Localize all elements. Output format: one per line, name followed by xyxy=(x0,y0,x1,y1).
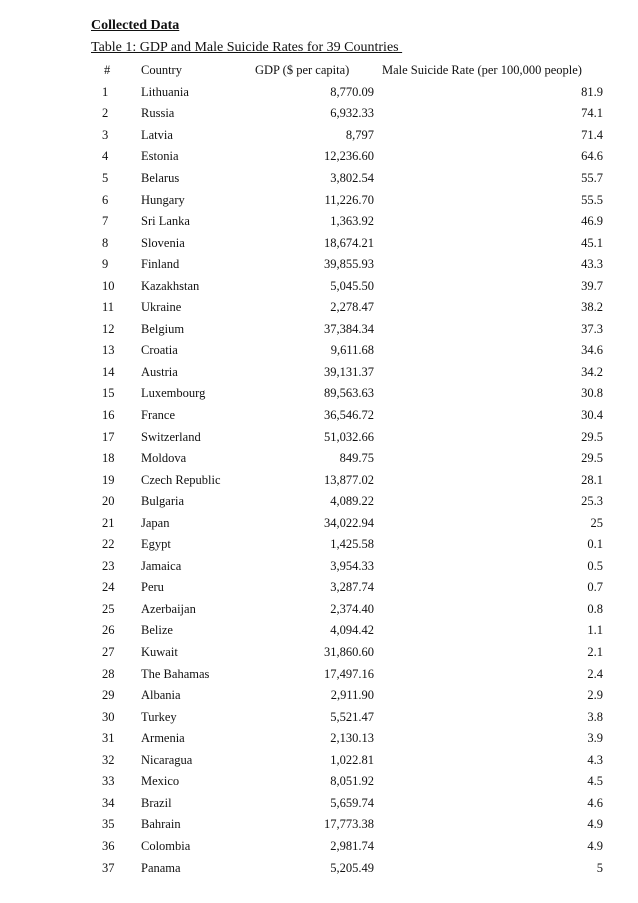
cell-rate: 3.8 xyxy=(587,709,603,724)
cell-country: Slovenia xyxy=(141,235,185,250)
table-row xyxy=(91,405,603,427)
cell-gdp: 37,384.34 xyxy=(324,321,374,336)
cell-gdp: 5,205.49 xyxy=(330,860,374,875)
cell-rate: 45.1 xyxy=(581,235,603,250)
cell-gdp: 3,954.33 xyxy=(330,558,374,573)
table-row xyxy=(91,599,603,621)
cell-gdp: 36,546.72 xyxy=(324,408,374,423)
table-row xyxy=(91,793,603,815)
cell-gdp: 6,932.33 xyxy=(330,106,374,121)
cell-country: Jamaica xyxy=(141,558,182,573)
cell-rate: 64.6 xyxy=(581,149,603,164)
cell-num: 25 xyxy=(102,601,115,616)
cell-country: France xyxy=(141,408,176,423)
cell-gdp: 4,089.22 xyxy=(330,494,374,509)
cell-country: Sri Lanka xyxy=(141,214,190,229)
cell-num: 32 xyxy=(102,752,115,767)
cell-gdp: 89,563.63 xyxy=(324,386,374,401)
cell-rate: 1.1 xyxy=(587,623,603,638)
cell-gdp: 9,611.68 xyxy=(330,343,374,358)
table-header xyxy=(91,60,603,82)
cell-gdp: 5,521.47 xyxy=(330,709,374,724)
cell-rate: 2.1 xyxy=(587,645,603,660)
table-row xyxy=(91,556,603,578)
cell-num: 9 xyxy=(102,257,109,272)
cell-num: 15 xyxy=(102,386,115,401)
cell-gdp: 12,236.60 xyxy=(324,149,374,164)
cell-country: Egypt xyxy=(141,537,171,552)
cell-country: Finland xyxy=(141,257,180,272)
table-body xyxy=(91,82,603,879)
cell-gdp: 5,045.50 xyxy=(330,278,374,293)
cell-country: Estonia xyxy=(141,149,179,164)
cell-rate: 4.5 xyxy=(587,774,603,789)
cell-country: Japan xyxy=(141,515,170,530)
cell-country: Peru xyxy=(141,580,164,595)
cell-rate: 4.3 xyxy=(587,752,603,767)
cell-gdp: 31,860.60 xyxy=(324,645,374,660)
cell-num: 19 xyxy=(102,472,115,487)
cell-rate: 30.8 xyxy=(581,386,603,401)
cell-rate: 0.5 xyxy=(587,558,603,573)
table-row xyxy=(91,319,603,341)
cell-num: 23 xyxy=(102,558,115,573)
cell-country: Belgium xyxy=(141,321,185,336)
header-gdp: GDP ($ per capita) xyxy=(255,63,350,78)
header-country: Country xyxy=(141,63,182,78)
cell-gdp: 34,022.94 xyxy=(324,515,374,530)
cell-country: Austria xyxy=(141,364,178,379)
table-row xyxy=(91,448,603,470)
cell-gdp: 8,770.09 xyxy=(330,84,374,99)
table-row xyxy=(91,275,603,297)
cell-rate: 43.3 xyxy=(581,257,603,272)
table-row xyxy=(91,362,603,384)
cell-gdp: 2,911.90 xyxy=(330,688,374,703)
cell-rate: 38.2 xyxy=(581,300,603,315)
cell-country: Kazakhstan xyxy=(141,278,200,293)
cell-rate: 3.9 xyxy=(587,731,603,746)
cell-num: 14 xyxy=(102,364,115,379)
cell-gdp: 39,855.93 xyxy=(324,257,374,272)
cell-num: 30 xyxy=(102,709,115,724)
cell-num: 5 xyxy=(102,171,109,185)
data-table xyxy=(91,60,603,879)
table-row xyxy=(91,534,603,556)
cell-rate: 2.4 xyxy=(587,666,603,681)
cell-num: 36 xyxy=(102,838,115,853)
table-row xyxy=(91,297,603,319)
cell-gdp: 1,425.58 xyxy=(330,537,374,552)
cell-country: Russia xyxy=(141,106,175,121)
cell-country: Bahrain xyxy=(141,817,181,832)
cell-country: The Bahamas xyxy=(141,666,210,681)
cell-gdp: 39,131.37 xyxy=(324,364,374,379)
cell-country: Kuwait xyxy=(141,645,178,660)
cell-num: 37 xyxy=(102,860,115,875)
cell-country: Azerbaijan xyxy=(141,601,196,616)
cell-country: Croatia xyxy=(141,343,178,358)
cell-rate: 37.3 xyxy=(581,321,603,336)
table-row xyxy=(91,663,603,685)
cell-country: Armenia xyxy=(141,731,185,746)
cell-gdp: 1,022.81 xyxy=(330,752,374,767)
cell-rate: 25 xyxy=(590,515,603,530)
table-row xyxy=(91,706,603,728)
cell-num: 7 xyxy=(102,214,109,229)
cell-country: Luxembourg xyxy=(141,386,206,401)
cell-num: 13 xyxy=(102,343,115,358)
table-row xyxy=(91,512,603,534)
cell-rate: 4.9 xyxy=(587,817,603,832)
cell-rate: 4.6 xyxy=(587,795,603,810)
cell-country: Moldova xyxy=(141,451,187,466)
header-rate: Male Suicide Rate (per 100,000 people) xyxy=(382,63,582,78)
cell-num: 35 xyxy=(102,817,115,832)
table-row xyxy=(91,146,603,168)
cell-rate: 5 xyxy=(596,860,603,875)
cell-num: 27 xyxy=(102,645,115,660)
cell-num: 6 xyxy=(102,192,109,207)
cell-gdp: 18,674.21 xyxy=(324,235,374,250)
section-heading: Collected Data xyxy=(91,18,180,33)
cell-num: 18 xyxy=(102,451,115,466)
cell-rate: 34.6 xyxy=(581,343,603,358)
table-row xyxy=(91,383,603,405)
cell-rate: 81.9 xyxy=(581,84,603,99)
cell-country: Nicaragua xyxy=(141,752,193,767)
cell-gdp: 2,130.13 xyxy=(330,731,374,746)
cell-num: 28 xyxy=(102,666,115,681)
table-row xyxy=(91,189,603,211)
header-row xyxy=(91,60,603,82)
cell-country: Czech Republic xyxy=(141,472,221,487)
cell-num: 31 xyxy=(102,731,115,746)
cell-gdp: 17,773.38 xyxy=(324,817,374,832)
cell-num: 34 xyxy=(102,795,115,810)
cell-country: Mexico xyxy=(141,774,180,789)
cell-rate: 55.5 xyxy=(581,192,603,207)
table-row xyxy=(91,771,603,793)
cell-num: 20 xyxy=(102,494,115,509)
cell-country: Hungary xyxy=(141,192,185,207)
cell-gdp: 51,032.66 xyxy=(324,429,374,444)
table-row xyxy=(91,211,603,233)
cell-num: 10 xyxy=(102,278,115,293)
cell-num: 11 xyxy=(102,300,115,315)
cell-gdp: 1,363.92 xyxy=(330,214,374,229)
table-row xyxy=(91,491,603,513)
cell-country: Lithuania xyxy=(141,84,189,99)
cell-country: Albania xyxy=(141,688,181,703)
cell-gdp: 3,802.54 xyxy=(330,171,374,185)
table-row xyxy=(91,168,603,190)
cell-gdp: 4,094.42 xyxy=(330,623,374,638)
cell-num: 22 xyxy=(102,537,115,552)
cell-country: Brazil xyxy=(141,795,172,810)
header-num: # xyxy=(104,63,111,78)
table-row xyxy=(91,82,603,104)
cell-country: Colombia xyxy=(141,838,191,853)
cell-rate: 0.1 xyxy=(587,537,603,552)
table-row xyxy=(91,426,603,448)
table-row xyxy=(91,728,603,750)
table-row xyxy=(91,254,603,276)
cell-country: Bulgaria xyxy=(141,494,185,509)
table-caption: Table 1: GDP and Male Suicide Rates for 39 Countries xyxy=(91,40,403,55)
cell-gdp: 5,659.74 xyxy=(330,795,374,810)
cell-rate: 4.9 xyxy=(587,838,603,853)
cell-gdp: 8,051.92 xyxy=(330,774,374,789)
cell-rate: 34.2 xyxy=(581,364,603,379)
cell-num: 4 xyxy=(102,149,109,164)
table-row xyxy=(91,125,603,147)
table-row xyxy=(91,469,603,491)
table-row xyxy=(91,685,603,707)
cell-num: 21 xyxy=(102,515,115,530)
cell-rate: 39.7 xyxy=(581,278,603,293)
cell-rate: 29.5 xyxy=(581,429,603,444)
table-row xyxy=(91,232,603,254)
cell-gdp: 849.75 xyxy=(339,451,374,466)
cell-gdp: 3,287.74 xyxy=(330,580,374,595)
cell-country: Ukraine xyxy=(141,300,182,315)
table-row xyxy=(91,340,603,362)
cell-num: 16 xyxy=(102,408,115,423)
cell-rate: 71.4 xyxy=(581,127,603,142)
cell-country: Belize xyxy=(141,623,173,638)
cell-gdp: 17,497.16 xyxy=(324,666,374,681)
table-row xyxy=(91,577,603,599)
cell-rate: 2.9 xyxy=(587,688,603,703)
cell-country: Latvia xyxy=(141,127,173,142)
cell-country: Panama xyxy=(141,860,181,875)
cell-rate: 0.7 xyxy=(587,580,603,595)
cell-num: 3 xyxy=(102,127,109,142)
table-row xyxy=(91,103,603,125)
table-row xyxy=(91,836,603,858)
cell-num: 17 xyxy=(102,429,115,444)
table-row xyxy=(91,750,603,772)
table-row xyxy=(91,814,603,836)
table-row xyxy=(91,642,603,664)
cell-country: Turkey xyxy=(141,709,177,724)
cell-rate: 25.3 xyxy=(581,494,603,509)
cell-rate: 46.9 xyxy=(581,214,603,229)
cell-gdp: 2,981.74 xyxy=(330,838,374,853)
cell-gdp: 8,797 xyxy=(345,127,374,142)
cell-num: 33 xyxy=(102,774,115,789)
cell-num: 12 xyxy=(102,321,115,336)
cell-country: Switzerland xyxy=(141,429,201,444)
cell-rate: 30.4 xyxy=(581,408,603,423)
cell-gdp: 2,374.40 xyxy=(330,601,374,616)
cell-gdp: 11,226.70 xyxy=(324,192,374,207)
cell-num: 24 xyxy=(102,580,115,595)
cell-num: 8 xyxy=(102,235,109,250)
cell-num: 29 xyxy=(102,688,115,703)
cell-gdp: 13,877.02 xyxy=(324,472,374,487)
cell-country: Belarus xyxy=(141,171,180,185)
table-row xyxy=(91,857,603,879)
table-row xyxy=(91,620,603,642)
cell-num: 1 xyxy=(102,84,109,99)
cell-num: 2 xyxy=(102,106,109,121)
cell-num: 26 xyxy=(102,623,115,638)
cell-gdp: 2,278.47 xyxy=(330,300,374,315)
cell-rate: 55.7 xyxy=(581,171,603,185)
cell-rate: 29.5 xyxy=(581,451,603,466)
cell-rate: 0.8 xyxy=(587,601,603,616)
cell-rate: 74.1 xyxy=(581,106,603,121)
cell-rate: 28.1 xyxy=(581,472,603,487)
